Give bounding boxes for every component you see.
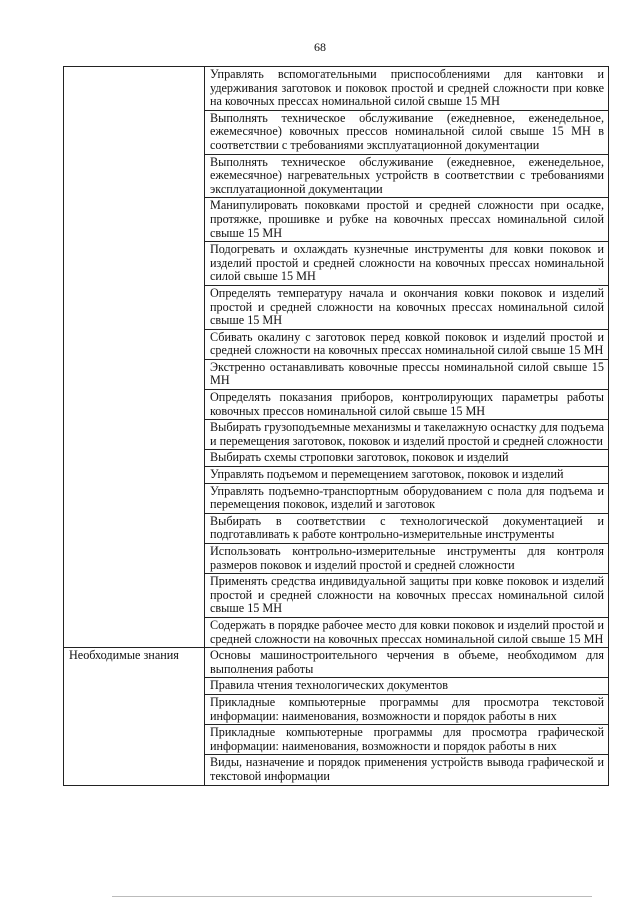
requirement-cell: Использовать контрольно-измерительные инструменты для контроля размеров поковок и изделий простой и средней сложности bbox=[205, 544, 609, 574]
labor-functions-table bbox=[63, 66, 609, 786]
requirement-cell: Выполнять техническое обслуживание (ежедневное, еженедельное, ежемесячное) нагревательных устройств в соответствии с требованиями эксплуатационной документации bbox=[205, 154, 609, 198]
requirement-cell: Управлять подъемно-транспортным оборудованием с пола для подъема и перемещения поковок, изделий и заготовок bbox=[205, 483, 609, 513]
skills-section bbox=[64, 67, 609, 648]
requirement-cell: Выбирать грузоподъемные механизмы и такелажную оснастку для подъема и перемещения заготовок, поковок и изделий простой и средней сложности bbox=[205, 420, 609, 450]
requirement-cell: Сбивать окалину с заготовок перед ковкой поковок и изделий простой и средней сложности на ковочных прессах номинальной силой свыше 15 МН bbox=[205, 329, 609, 359]
requirement-cell: Управлять подъемом и перемещением заготовок, поковок и изделий bbox=[205, 467, 609, 484]
page-bottom-edge bbox=[112, 896, 592, 897]
requirement-cell: Экстренно останавливать ковочные прессы номинальной силой свыше 15 МН bbox=[205, 359, 609, 389]
requirement-cell: Выбирать схемы строповки заготовок, поковок и изделий bbox=[205, 450, 609, 467]
page-number: 68 bbox=[314, 40, 326, 54]
requirement-cell: Выбирать в соответствии с технологической документацией и подготавливать к работе контрольно-измерительные инструменты bbox=[205, 513, 609, 543]
section-label-skills bbox=[64, 67, 205, 648]
requirement-cell: Манипулировать поковками простой и средней сложности при осадке, протяжке, прошивке и рубке на ковочных прессах номинальной силой свыше 15 МН bbox=[205, 198, 609, 242]
section-label-knowledge: Необходимые знания bbox=[64, 648, 205, 785]
requirement-cell: Виды, назначение и порядок применения устройств вывода графической и текстовой информации bbox=[205, 755, 609, 785]
table-row bbox=[64, 648, 609, 678]
requirement-cell: Правила чтения технологических документов bbox=[205, 678, 609, 695]
requirement-cell: Выполнять техническое обслуживание (ежедневное, еженедельное, ежемесячное) ковочных прессов номинальной силой свыше 15 МН в соответствии с требованиями эксплуатационной документации bbox=[205, 110, 609, 154]
requirement-cell: Применять средства индивидуальной защиты при ковке поковок и изделий простой и средней сложности на ковочных прессах номинальной силой свыше 15 МН bbox=[205, 574, 609, 618]
knowledge-section bbox=[64, 648, 609, 785]
requirement-cell: Прикладные компьютерные программы для просмотра графической информации: наименования, возможности и порядок работы в них bbox=[205, 725, 609, 755]
requirement-cell: Управлять вспомогательными приспособлениями для кантовки и удерживания заготовок и поковок простой и средней сложности при ковке на ковочных прессах номинальной силой свыше 15 МН bbox=[205, 67, 609, 111]
table-row bbox=[64, 67, 609, 111]
requirement-cell: Подогревать и охлаждать кузнечные инструменты для ковки поковок и изделий простой и средней сложности на ковочных прессах номинальной силой свыше 15 МН bbox=[205, 242, 609, 286]
requirement-cell: Прикладные компьютерные программы для просмотра текстовой информации: наименования, возможности и порядок работы в них bbox=[205, 694, 609, 724]
requirement-cell: Определять температуру начала и окончания ковки поковок и изделий простой и средней сложности на ковочных прессах номинальной силой свыше 15 МН bbox=[205, 285, 609, 329]
requirement-cell: Основы машиностроительного черчения в объеме, необходимом для выполнения работы bbox=[205, 648, 609, 678]
requirement-cell: Содержать в порядке рабочее место для ковки поковок и изделий простой и средней сложности на ковочных прессах номинальной силой свыше 15 МН bbox=[205, 617, 609, 647]
requirement-cell: Определять показания приборов, контролирующих параметры работы ковочных прессов номинальной силой свыше 15 МН bbox=[205, 390, 609, 420]
